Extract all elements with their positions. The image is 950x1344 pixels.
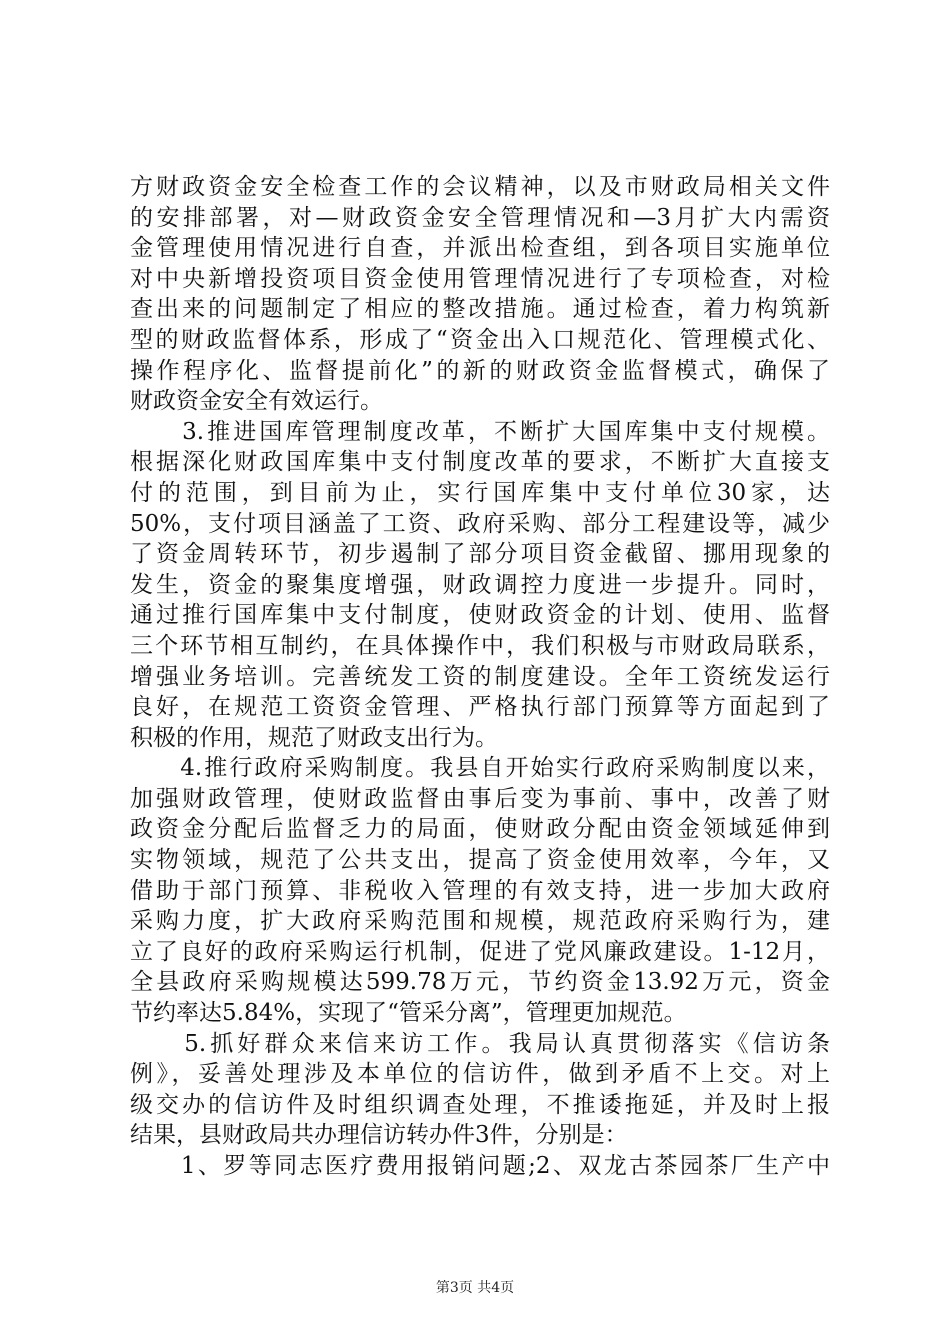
text-line: 的安排部署，对—财政资金安全管理情况和—3月扩大内需资	[130, 204, 830, 231]
text-line: 50%，支付项目涵盖了工资、政府采购、部分工程建设等，减少	[130, 510, 830, 537]
text-line: 结果，县财政局共办理信访转办件3件，分别是：	[130, 1122, 628, 1149]
text-line: 增强业务培训。完善统发工资的制度建设。全年工资统发运行	[130, 663, 830, 690]
text-line: 三个环节相互制约，在具体操作中，我们积极与市财政局联系，	[130, 632, 830, 659]
text-line: 对中央新增投资项目资金使用管理情况进行了专项检查，对检	[130, 265, 830, 292]
text-line: 发生，资金的聚集度增强，财政调控力度进一步提升。同时，	[130, 571, 830, 598]
text-line: 加强财政管理，使财政监督由事后变为事前、事中，改善了财	[130, 785, 830, 812]
text-line: 良好，在规范工资资金管理、严格执行部门预算等方面起到了	[130, 694, 830, 721]
text-line: 了资金周转环节，初步遏制了部分项目资金截留、挪用现象的	[130, 541, 830, 568]
text-line: 借助于部门预算、非税收入管理的有效支持，进一步加大政府	[130, 877, 830, 904]
text-line: 3.推进国库管理制度改革，不断扩大国库集中支付规模。	[130, 418, 830, 445]
text-line: 方财政资金安全检查工作的会议精神，以及市财政局相关文件	[130, 174, 830, 200]
text-line: 1、罗等同志医疗费用报销问题;2、双龙古茶园茶厂生产中	[130, 1153, 830, 1179]
text-line: 节约率达5.84%，实现了“管采分离”，管理更加规范。	[130, 1000, 687, 1027]
text-line: 例》，妥善处理涉及本单位的信访件，做到矛盾不上交。对上	[130, 1061, 830, 1088]
text-line: 根据深化财政国库集中支付制度改革的要求，不断扩大直接支	[130, 449, 830, 476]
text-line: 4.推行政府采购制度。我县自开始实行政府采购制度以来，	[130, 755, 830, 782]
text-line: 查出来的问题制定了相应的整改措施。通过检查，着力构筑新	[130, 296, 830, 323]
text-line: 通过推行国库集中支付制度，使财政资金的计划、使用、监督	[130, 602, 830, 629]
text-line: 全县政府采购规模达599.78万元，节约资金13.92万元，资金	[130, 969, 830, 996]
text-line: 采购力度，扩大政府采购范围和规模，规范政府采购行为，建	[130, 908, 830, 935]
text-line: 立了良好的政府采购运行机制，促进了党风廉政建设。1-12月，	[130, 938, 830, 965]
text-line: 财政资金安全有效运行。	[130, 388, 383, 415]
text-line: 付的范围，到目前为止，实行国库集中支付单位30家，达	[130, 479, 830, 506]
text-line: 政资金分配后监督乏力的局面，使财政分配由资金领域延伸到	[130, 816, 830, 843]
text-line: 实物领域，规范了公共支出，提高了资金使用效率，今年，又	[130, 847, 830, 874]
text-line: 操作程序化、监督提前化”的新的财政资金监督模式，确保了	[130, 357, 830, 384]
text-line: 型的财政监督体系，形成了“资金出入口规范化、管理模式化、	[130, 326, 830, 353]
page-footer: 第3页 共4页	[435, 1280, 515, 1296]
text-line: 积极的作用，规范了财政支出行为。	[130, 724, 498, 751]
text-line: 级交办的信访件及时组织调查处理，不推诿拖延，并及时上报	[130, 1091, 830, 1118]
body-text	[130, 172, 830, 1182]
text-line: 5.抓好群众来信来访工作。我局认真贯彻落实《信访条	[130, 1030, 830, 1057]
text-line: 金管理使用情况进行自查，并派出检查组，到各项目实施单位	[130, 235, 830, 262]
